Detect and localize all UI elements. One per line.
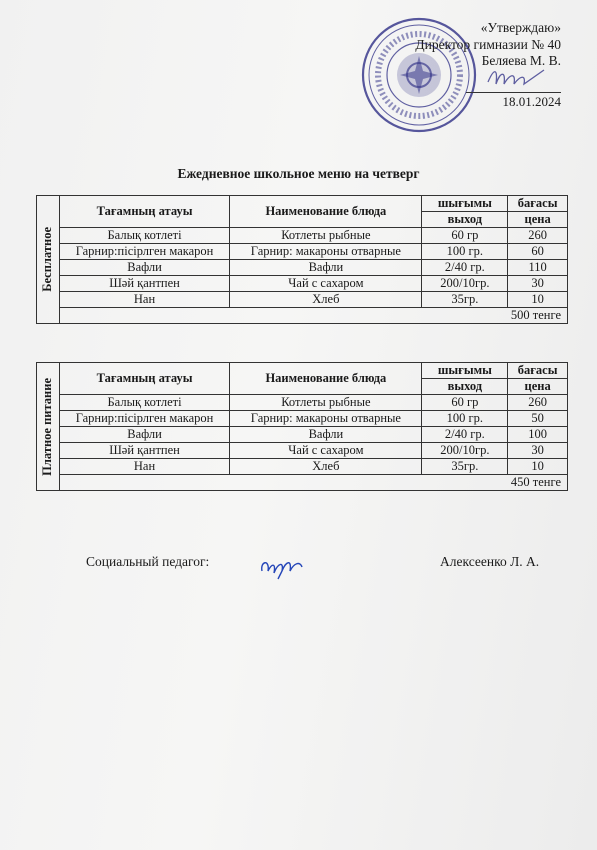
dish-name-kz: Шәй қантпен	[59, 443, 229, 459]
dish-yield: 200/10гр.	[422, 276, 508, 292]
total-row	[37, 475, 568, 491]
dish-name-ru: Хлеб	[230, 459, 422, 475]
dish-price: 10	[508, 292, 568, 308]
col-header-kz-name: Тағамның атауы	[59, 363, 229, 395]
dish-yield: 2/40 гр.	[422, 260, 508, 276]
col-header-price-ru: цена	[508, 379, 568, 395]
dish-name-ru: Гарнир: макароны отварные	[230, 411, 422, 427]
dish-yield: 35гр.	[422, 292, 508, 308]
dish-price: 10	[508, 459, 568, 475]
social-pedagogue-role: Социальный педагог:	[86, 554, 210, 569]
table-row	[37, 427, 568, 443]
dish-price: 110	[508, 260, 568, 276]
table-row	[37, 459, 568, 475]
dish-name-ru: Котлеты рыбные	[230, 228, 422, 244]
col-header-ru-name: Наименование блюда	[230, 363, 422, 395]
dish-yield: 100 гр.	[422, 244, 508, 260]
table-row	[37, 228, 568, 244]
dish-yield: 100 гр.	[422, 411, 508, 427]
dish-price: 30	[508, 276, 568, 292]
table-row	[37, 292, 568, 308]
dish-name-kz: Нан	[59, 292, 229, 308]
table-row	[37, 411, 568, 427]
col-header-yield-ru: выход	[422, 212, 508, 228]
col-header-price-ru: цена	[508, 212, 568, 228]
col-header-kz-name: Тағамның атауы	[59, 196, 229, 228]
dish-yield: 35гр.	[422, 459, 508, 475]
dish-name-kz: Вафли	[59, 260, 229, 276]
approval-director: Директор гимназии № 40	[415, 36, 561, 52]
dish-price: 50	[508, 411, 568, 427]
dish-price: 100	[508, 427, 568, 443]
col-header-yield-kz: шығымы	[422, 196, 508, 212]
dish-name-ru: Котлеты рыбные	[230, 395, 422, 411]
col-header-price-kz: бағасы	[508, 363, 568, 379]
dish-name-ru: Хлеб	[230, 292, 422, 308]
col-header-price-kz: бағасы	[508, 196, 568, 212]
approval-name: Беляева М. В.	[481, 53, 561, 68]
table-row	[37, 260, 568, 276]
side-label-text: Бесплатное	[40, 227, 55, 292]
dish-price: 60	[508, 244, 568, 260]
dish-yield: 60 гр	[422, 395, 508, 411]
dish-name-kz: Гарнир:пісірлген макарон	[59, 244, 229, 260]
table-row	[37, 276, 568, 292]
dish-yield: 200/10гр.	[422, 443, 508, 459]
total-row	[37, 308, 568, 324]
dish-name-kz: Вафли	[59, 427, 229, 443]
table-total: 500 тенге	[59, 308, 567, 324]
table-row	[37, 395, 568, 411]
dish-name-kz: Балық котлеті	[59, 228, 229, 244]
header-row	[37, 363, 568, 379]
approval-block	[415, 20, 561, 109]
table-row	[37, 244, 568, 260]
approval-heading: «Утверждаю»	[480, 20, 561, 35]
table-total: 450 тенге	[59, 475, 567, 491]
dish-name-kz: Шәй қантпен	[59, 276, 229, 292]
dish-name-ru: Вафли	[230, 427, 422, 443]
col-header-yield-ru: выход	[422, 379, 508, 395]
dish-name-kz: Гарнир:пісірлген макарон	[59, 411, 229, 427]
approval-date: 18.01.2024	[466, 92, 561, 111]
pedagogue-signature	[258, 549, 306, 581]
social-pedagogue-name: Алексеенко Л. А.	[440, 554, 540, 569]
menu-table-free	[36, 195, 568, 324]
table-row	[37, 443, 568, 459]
menu-table-paid	[36, 362, 568, 491]
side-label-text: Платное питание	[40, 377, 55, 476]
dish-price: 260	[508, 395, 568, 411]
menu-title: Ежедневное школьное меню на четверг	[177, 166, 420, 181]
table-side-label	[37, 363, 60, 491]
director-signature	[486, 64, 546, 90]
dish-name-ru: Чай с сахаром	[230, 276, 422, 292]
col-header-yield-kz: шығымы	[422, 363, 508, 379]
dish-name-kz: Нан	[59, 459, 229, 475]
header-row	[37, 196, 568, 212]
table-side-label	[37, 196, 60, 324]
dish-yield: 2/40 гр.	[422, 427, 508, 443]
dish-name-ru: Вафли	[230, 260, 422, 276]
dish-name-ru: Чай с сахаром	[230, 443, 422, 459]
dish-name-kz: Балық котлеті	[59, 395, 229, 411]
dish-yield: 60 гр	[422, 228, 508, 244]
dish-price: 30	[508, 443, 568, 459]
col-header-ru-name: Наименование блюда	[230, 196, 422, 228]
dish-name-ru: Гарнир: макароны отварные	[230, 244, 422, 260]
dish-price: 260	[508, 228, 568, 244]
